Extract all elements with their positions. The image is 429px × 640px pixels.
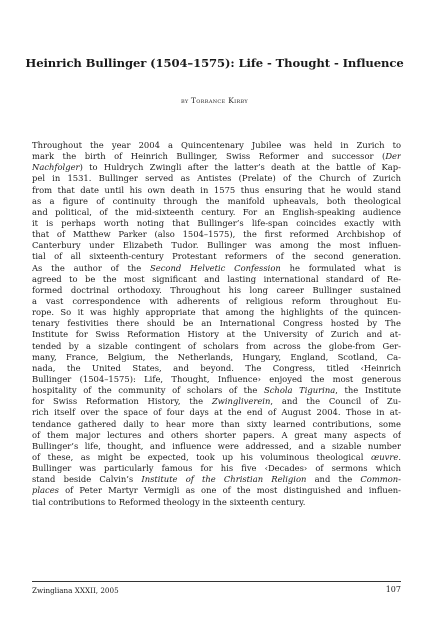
body-line: and political, of the mid-sixteenth century. For an English-speaking audience <box>32 206 401 217</box>
body-line: Institute for Swiss Reformation History at the University of Zurich and at- <box>32 329 401 340</box>
body-line: Bullinger was particularly famous for his five ‹Decades› of sermons which <box>32 463 401 474</box>
body-line: places of Peter Martyr Vermigli as one of the most distinguished and influen- <box>32 485 401 496</box>
body-line: that of Matthew Parker (also 1504–1575), the first reformed Archbishop of <box>32 229 401 240</box>
body-line: tenary festivities there should be an International Congress hosted by The <box>32 318 401 329</box>
body-line: rich itself over the space of four days at the end of August 2004. Those in at- <box>32 407 401 418</box>
body-line: As the author of the Second Helvetic Confession he formulated what is <box>32 262 401 273</box>
body-line: Bullinger (1504–1575): Life, Thought, Influence› enjoyed the most generous <box>32 373 401 384</box>
body-line: tended by a sizable contingent of scholars from across the globe-from Ger- <box>32 340 401 351</box>
byline-prefix: by <box>181 96 189 105</box>
body-line: hospitality of the community of scholars of the Schola Tigurina, the Institute <box>32 385 401 396</box>
body-line: tendance gathered daily to hear more than sixty learned contributions, some <box>32 418 401 429</box>
body-line: tial of all sixteenth-century Protestant reformers of the second generation. <box>32 251 401 262</box>
body-line: Bullinger’s life, thought, and influence were addressed, and a sizable number <box>32 440 401 451</box>
article-byline <box>0 96 429 105</box>
body-line: of them major lectures and others shorter papers. A great many aspects of <box>32 429 401 440</box>
author-name: Torrance Kirby <box>190 96 248 105</box>
article-body <box>32 140 401 508</box>
body-line: as a figure of continuity through the manifold upheavals, both theological <box>32 195 401 206</box>
page-number: 107 <box>385 585 401 594</box>
body-line: stand beside Calvin’s Institute of the Christian Religion and the Common- <box>32 474 401 485</box>
body-line: Nachfolger) to Huldrych Zwingli after the latter’s death at the battle of Kap- <box>32 162 401 173</box>
body-line: Canterbury under Elizabeth Tudor. Bullinger was among the most influen- <box>32 240 401 251</box>
body-line: pel in 1531. Bullinger served as Antistes (Prelate) of the Church of Zurich <box>32 173 401 184</box>
body-line: of these, as might be expected, took up his voluminous theological œuvre. <box>32 451 401 462</box>
footer-rule <box>32 581 401 582</box>
body-line: rope. So it was highly appropriate that among the highlights of the quincen- <box>32 307 401 318</box>
body-line: formed doctrinal orthodoxy. Throughout his long career Bullinger sustained <box>32 284 401 295</box>
body-line: it is perhaps worth noting that Bullinger’s life-span coincides exactly with <box>32 217 401 228</box>
article-title: Heinrich Bullinger (1504–1575): Life - Thought - Influence <box>25 56 404 70</box>
body-line: mark the birth of Heinrich Bullinger, Swiss Reformer and successor (Der <box>32 151 401 162</box>
body-line: nada, the United States, and beyond. The Congress, titled ‹Heinrich <box>32 362 401 373</box>
body-line: many, France, Belgium, the Netherlands, Hungary, England, Scotland, Ca- <box>32 351 401 362</box>
body-line: from that date until his own death in 1575 thus ensuring that he would stand <box>32 184 401 195</box>
body-line: agreed to be the most significant and lasting international standard of Re- <box>32 273 401 284</box>
journal-citation: Zwingliana XXXII, 2005 <box>32 586 119 595</box>
body-line: Throughout the year 2004 a Quincentenary Jubilee was held in Zurich to <box>32 140 401 150</box>
body-line: a vast correspondence with adherents of religious reform throughout Eu- <box>32 295 401 306</box>
body-line: for Swiss Reformation History, the Zwingliverein, and the Council of Zu- <box>32 396 401 407</box>
body-line: tial contributions to Reformed theology in the sixteenth century. <box>32 496 306 507</box>
